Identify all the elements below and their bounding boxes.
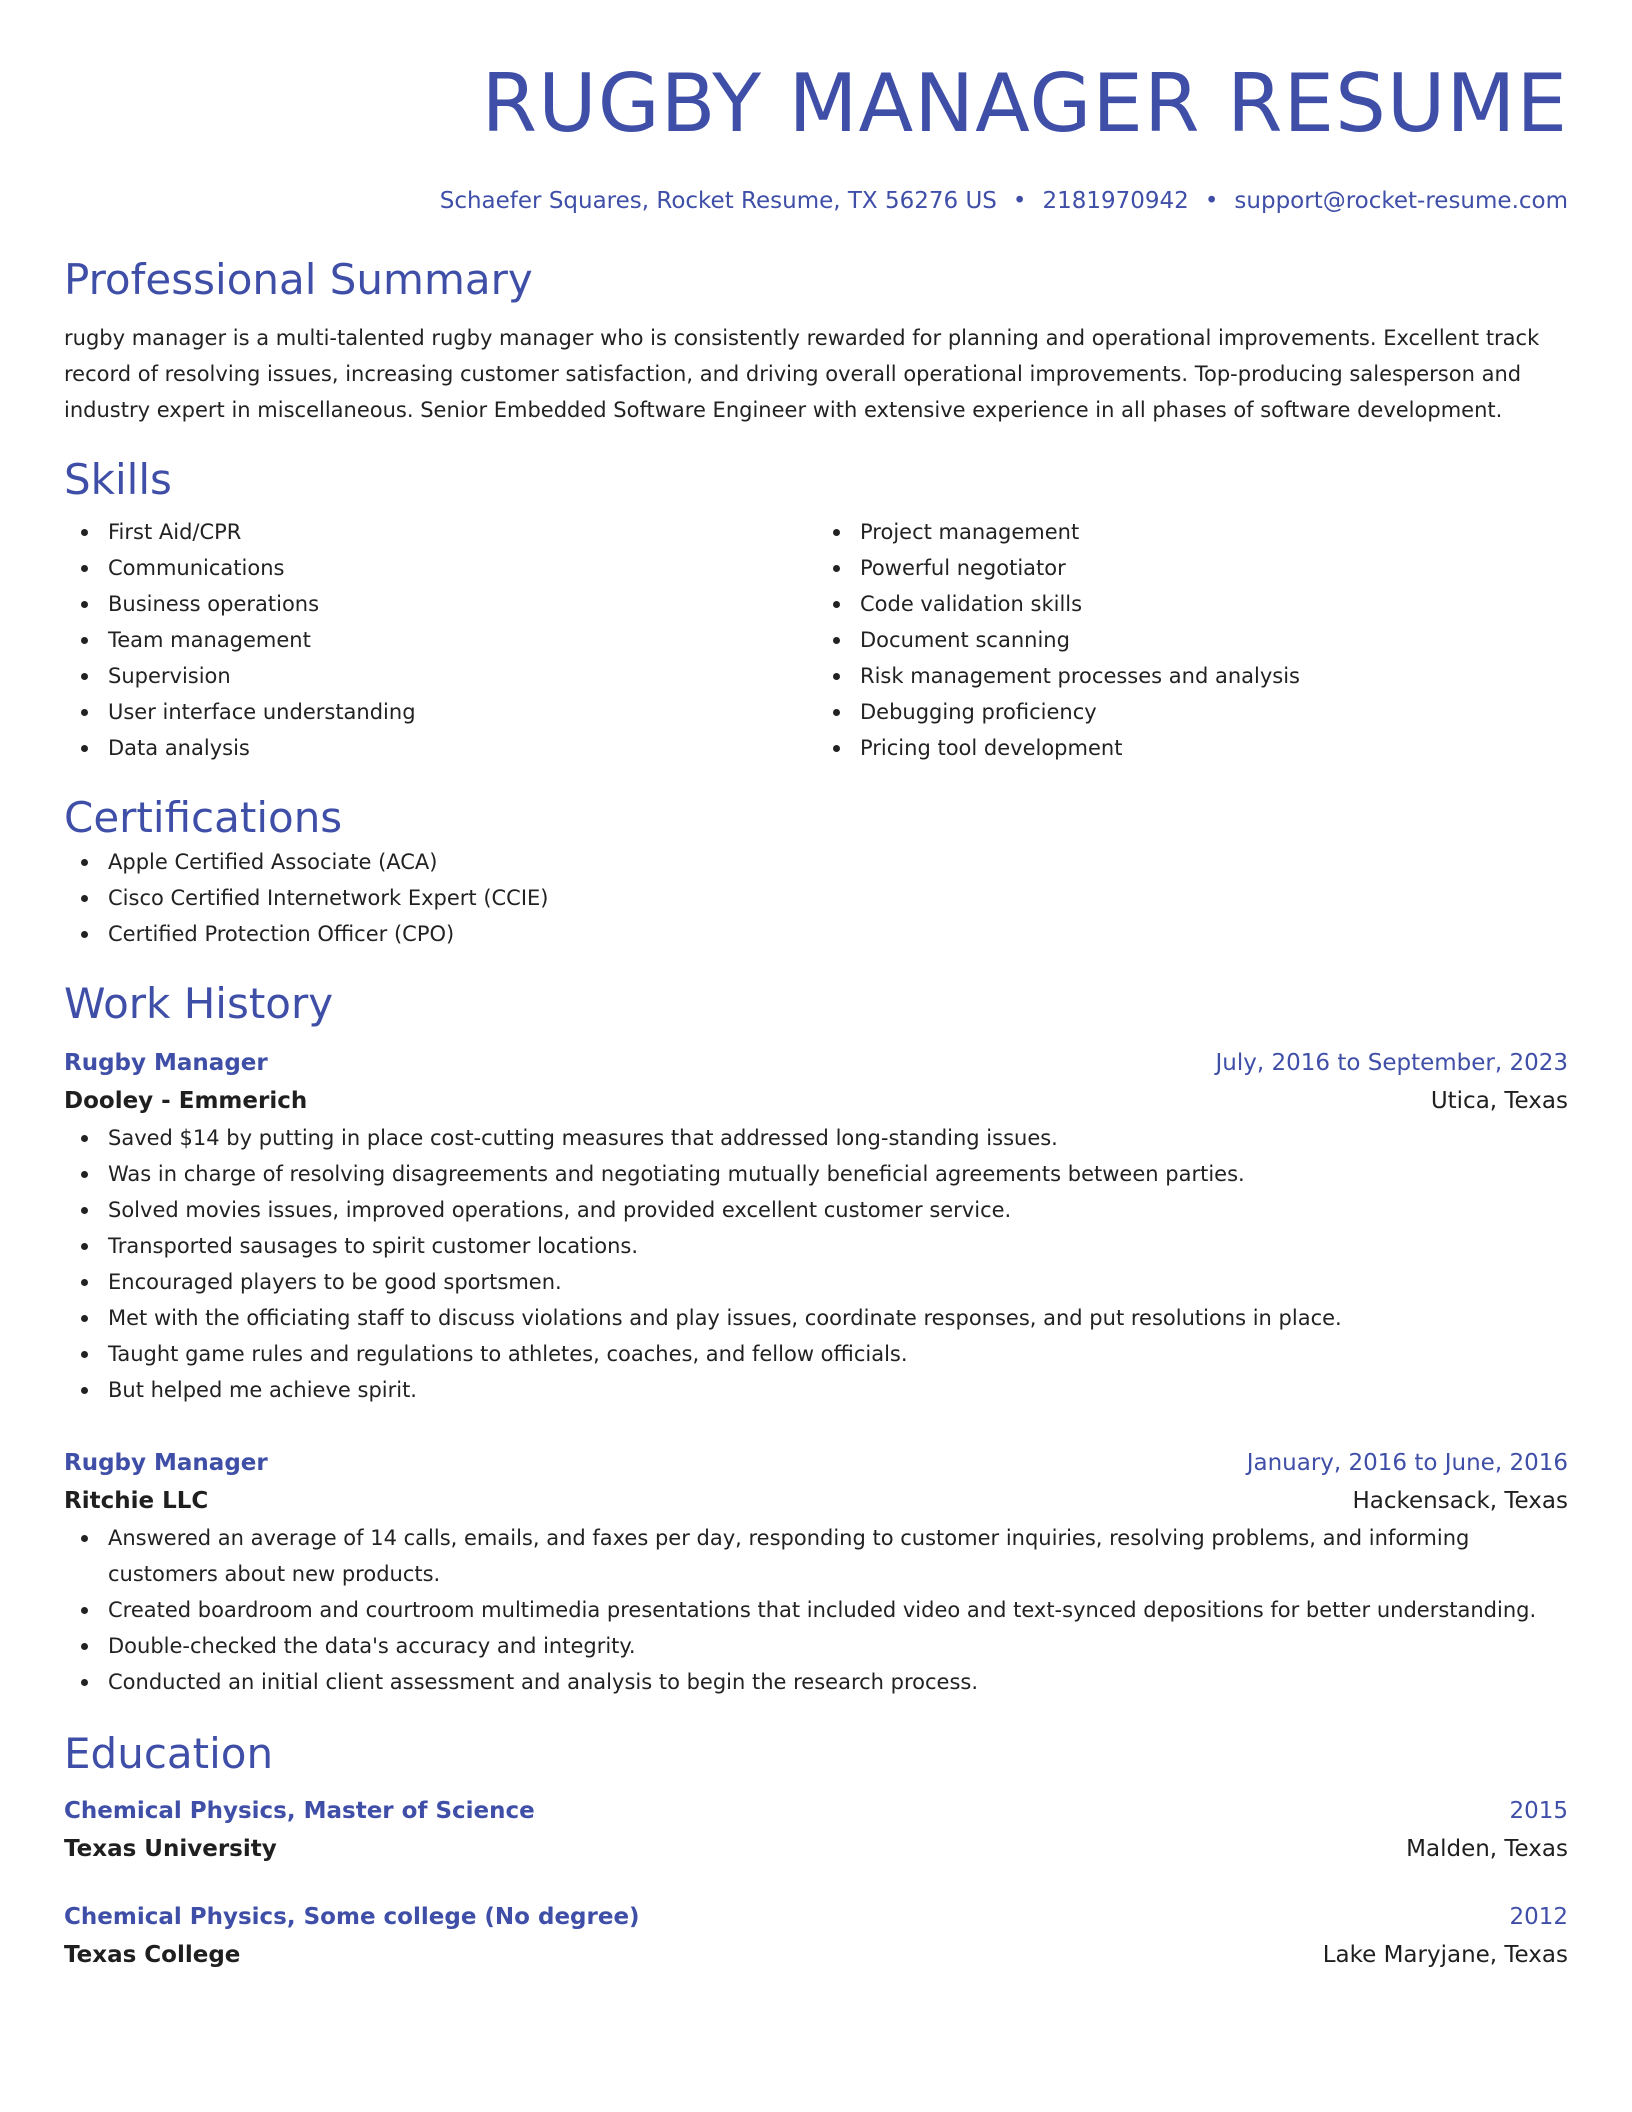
job-bullets — [64, 1520, 1568, 1700]
job-dates: January, 2016 to June, 2016 — [1246, 1450, 1568, 1476]
section-title-work-history: Work History — [64, 979, 334, 1028]
skill-item: Pricing tool development — [816, 730, 1568, 766]
education-degree: Chemical Physics, Master of Science — [64, 1798, 535, 1824]
job-bullet: Taught game rules and regulations to athletes, coaches, and fellow officials. — [64, 1336, 1568, 1372]
education-year: 2015 — [1509, 1798, 1568, 1824]
resume-title: RUGBY MANAGER RESUME — [481, 57, 1568, 150]
certifications-list — [64, 844, 1568, 952]
education-school: Texas University — [64, 1836, 277, 1862]
skill-item: First Aid/CPR — [64, 514, 816, 550]
section-title-certifications: Certifications — [64, 793, 343, 842]
job-bullet: Encouraged players to be good sportsmen. — [64, 1264, 1568, 1300]
contact-address: Schaefer Squares, Rocket Resume, TX 56276 US — [439, 188, 997, 214]
job-bullet: Met with the officiating staff to discuss violations and play issues, coordinate responses, and put resolutions in place. — [64, 1300, 1568, 1336]
job-entry — [64, 1044, 1568, 1408]
job-company: Ritchie LLC — [64, 1488, 209, 1514]
job-bullet: Double-checked the data's accuracy and integrity. — [64, 1628, 1568, 1664]
education-location: Lake Maryjane, Texas — [1322, 1942, 1568, 1968]
education-entry — [64, 1898, 1568, 1974]
job-title: Rugby Manager — [64, 1050, 268, 1076]
certification-item: Certified Protection Officer (CPO) — [64, 916, 1568, 952]
job-company: Dooley - Emmerich — [64, 1088, 308, 1114]
skill-item: Data analysis — [64, 730, 816, 766]
skill-item: Code validation skills — [816, 586, 1568, 622]
job-company-row — [64, 1082, 1568, 1120]
contact-phone: 2181970942 — [1042, 188, 1189, 214]
section-title-education: Education — [64, 1729, 274, 1778]
skill-item: Document scanning — [816, 622, 1568, 658]
job-bullet: Was in charge of resolving disagreements and negotiating mutually beneficial agreements between parties. — [64, 1156, 1568, 1192]
job-location: Utica, Texas — [1430, 1088, 1568, 1114]
education-entry — [64, 1792, 1568, 1868]
job-bullet: Answered an average of 14 calls, emails, and faxes per day, responding to customer inquiries, resolving problems, and informing customers about new products. — [64, 1520, 1568, 1592]
skill-item: Project management — [816, 514, 1568, 550]
certification-item: Cisco Certified Internetwork Expert (CCIE) — [64, 880, 1568, 916]
job-location: Hackensack, Texas — [1352, 1488, 1568, 1514]
skill-item: Debugging proficiency — [816, 694, 1568, 730]
certification-item: Apple Certified Associate (ACA) — [64, 844, 1568, 880]
skill-item: Risk management processes and analysis — [816, 658, 1568, 694]
skills-list-left — [64, 514, 816, 766]
skill-item: Team management — [64, 622, 816, 658]
contact-email[interactable]: support@rocket-resume.com — [1234, 188, 1568, 214]
job-bullet: Saved $14 by putting in place cost-cutting measures that addressed long-standing issues. — [64, 1120, 1568, 1156]
section-title-summary: Professional Summary — [64, 255, 533, 304]
summary-text: rugby manager is a multi-talented rugby manager who is consistently rewarded for planning and operational improvements. Excellent track record of resolving issues, increasing customer satisfaction, and driving overall operational improvements. Top-producing salesperson and industry expert in miscellaneous. Senior Embedded Software Engineer with extensive experience in all phases of software development. — [64, 326, 1540, 422]
job-title: Rugby Manager — [64, 1450, 268, 1476]
job-bullet: Transported sausages to spirit customer locations. — [64, 1228, 1568, 1264]
education-school-row — [64, 1830, 1568, 1868]
resume-header — [64, 56, 1568, 216]
skill-item: User interface understanding — [64, 694, 816, 730]
contact-line — [64, 186, 1568, 216]
contact-separator: • — [1012, 188, 1027, 214]
education-degree-row — [64, 1898, 1568, 1936]
education-year: 2012 — [1509, 1904, 1568, 1930]
job-bullet: But helped me achieve spirit. — [64, 1372, 1568, 1408]
job-bullet: Created boardroom and courtroom multimedia presentations that included video and text-synced depositions for better understanding. — [64, 1592, 1568, 1628]
job-dates: July, 2016 to September, 2023 — [1215, 1050, 1568, 1076]
skill-item: Powerful negotiator — [816, 550, 1568, 586]
job-company-row — [64, 1482, 1568, 1520]
job-header-row — [64, 1444, 1568, 1482]
skill-item: Business operations — [64, 586, 816, 622]
education-degree: Chemical Physics, Some college (No degree) — [64, 1904, 640, 1930]
skills-columns — [64, 514, 1568, 766]
education-location: Malden, Texas — [1406, 1836, 1568, 1862]
education-school: Texas College — [64, 1942, 241, 1968]
skills-list-right — [816, 514, 1568, 766]
job-bullets — [64, 1120, 1568, 1408]
skill-item: Communications — [64, 550, 816, 586]
education-degree-row — [64, 1792, 1568, 1830]
skill-item: Supervision — [64, 658, 816, 694]
education-school-row — [64, 1936, 1568, 1974]
job-header-row — [64, 1044, 1568, 1082]
job-bullet: Conducted an initial client assessment and analysis to begin the research process. — [64, 1664, 1568, 1700]
job-bullet: Solved movies issues, improved operations, and provided excellent customer service. — [64, 1192, 1568, 1228]
contact-separator: • — [1204, 188, 1219, 214]
job-entry — [64, 1444, 1568, 1700]
section-title-skills: Skills — [64, 455, 172, 504]
